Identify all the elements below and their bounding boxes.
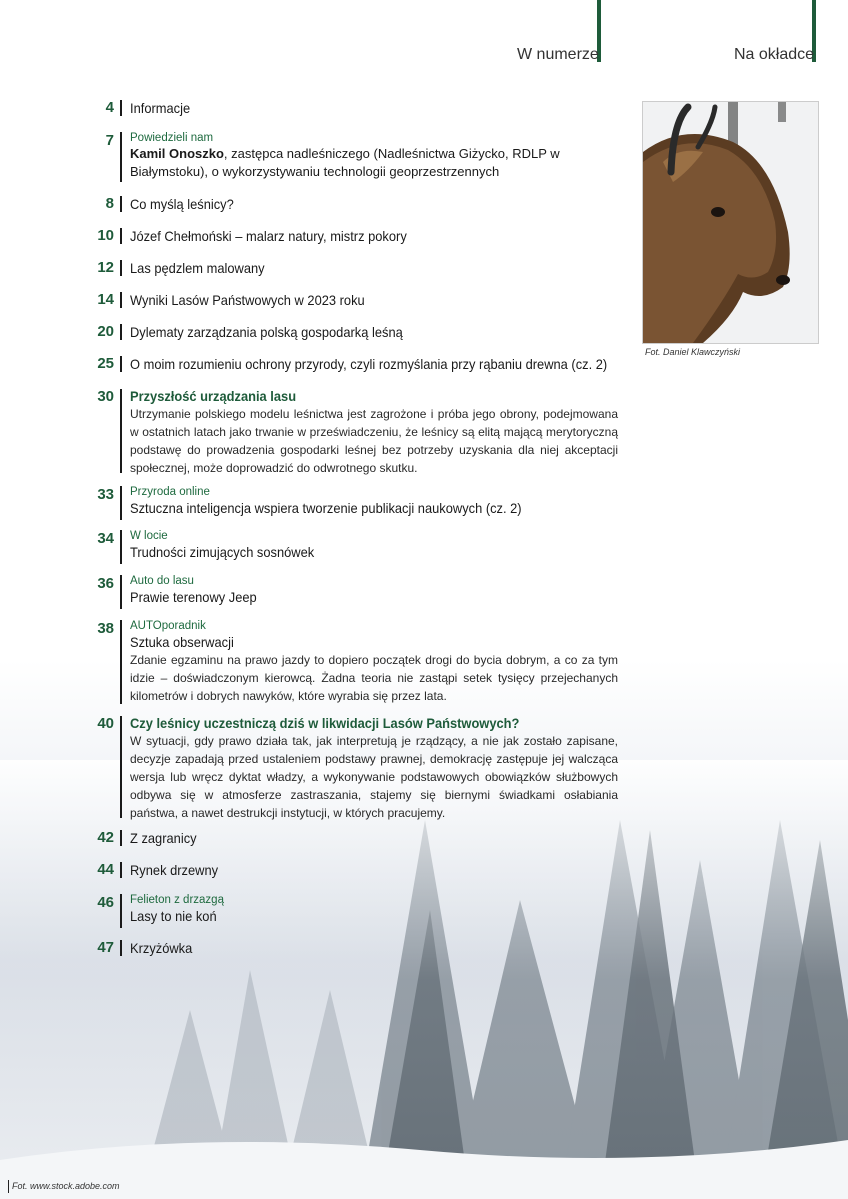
toc-section-label: Przyroda online [130,486,210,498]
toc-entry[interactable] [0,618,640,704]
toc-entry[interactable] [0,386,640,476]
toc-divider [120,132,122,182]
toc-title: Co myślą leśnicy? [130,196,234,212]
toc-entry[interactable] [0,892,640,930]
toc-divider [120,389,122,473]
toc-divider [120,830,122,846]
toc-section-label: Auto do lasu [130,575,194,587]
toc-lead-text: , zastępca nadleśniczego (Nadleśnictwa Giżycko, RDLP w Białymstoku), o wykorzystywaniu technologii geoprzestrzennych [130,146,560,179]
toc-lead [130,145,618,181]
toc-lead-name: Kamil Onoszko [130,146,224,161]
toc-entry[interactable] [0,130,640,184]
toc-divider [120,575,122,609]
caption-divider [8,1180,9,1193]
toc-title: Wyniki Lasów Państwowych w 2023 roku [130,292,365,308]
toc-entry[interactable] [0,192,640,214]
toc-section-label: Powiedzieli nam [130,132,214,144]
toc-section-label: AUTOporadnik [130,620,206,632]
toc-title: Las pędzlem malowany [130,260,265,276]
toc-divider [120,324,122,340]
toc-title: Rynek drzewny [130,862,219,878]
toc-title: Lasy to nie koń [130,908,217,924]
toc-divider [120,196,122,212]
toc-page-number: 42 [97,829,114,846]
toc-description: Utrzymanie polskiego modelu leśnictwa jest zagrożone i próba jego obrony, podejmowana w ostatnich latach jako trwanie w przeświadczeniu, że leśnicy są elitą mającą merytoryczną podstawę do prowadzenia gospodarki leśnej bez potrzeby uzyskania dla niej akceptacji społecznej, może doprowadzić do odwrotnego skutku. [130,407,618,475]
toc-title: Z zagranicy [130,830,197,846]
toc-entry[interactable] [0,224,640,246]
toc-divider [120,356,122,372]
section-label-in-issue: W numerze [517,46,599,63]
toc-divider [120,894,122,928]
toc-entry[interactable] [0,288,640,310]
background-photo-caption: Fot. www.stock.adobe.com [12,1181,120,1191]
toc-page-number: 46 [97,894,114,911]
toc-page-number: 36 [97,575,114,592]
toc-page-number: 4 [105,99,114,116]
toc-page-number: 10 [97,227,114,244]
toc-divider [120,862,122,878]
toc-page-number: 7 [105,132,114,149]
toc-title: Sztuczna inteligencja wspiera tworzenie publikacji naukowych (cz. 2) [130,500,522,516]
toc-entry[interactable] [0,826,640,848]
toc-divider [120,716,122,818]
toc-section-label: Felieton z drzazgą [130,894,224,906]
toc-divider [120,940,122,956]
toc-page-number: 34 [97,530,114,547]
toc-divider [120,486,122,520]
toc-page-number: 14 [97,291,114,308]
toc-entry[interactable] [0,528,640,566]
toc-page-number: 30 [97,388,114,405]
toc-divider [120,620,122,704]
toc-page-number: 47 [97,939,114,956]
toc-title: Przyszłość urządzania lasu [130,388,297,404]
toc-title: Trudności zimujących sosnówek [130,544,315,560]
toc-entry[interactable] [0,936,640,958]
toc-entry[interactable] [0,352,640,374]
toc-title: Prawie terenowy Jeep [130,589,257,605]
toc-entry[interactable] [0,256,640,278]
toc-title: Czy leśnicy uczestniczą dziś w likwidacji Lasów Państwowych? [130,715,520,731]
toc-entry[interactable] [0,573,640,611]
toc-entry[interactable] [0,320,640,342]
toc-description: W sytuacji, gdy prawo działa tak, jak interpretują je rządzący, a nie jak zostało zapisane, decyzje zapadają przed ustaleniem podstawy prawnej, demokrację zastępuje jej walcząca wersja lub wręcz dyktat władzy, a wykonywanie podstawowych obowiązków służbowych odbywa się w atmosferze zastraszania, stajemy się biernymi świadkami osłabiania państwa, a nawet destrukcji instytucji, w których pracujemy. [130,734,618,820]
toc-divider [120,100,122,116]
cover-photo-bison [642,101,819,344]
toc-title: Sztuka obserwacji [130,634,234,650]
toc-page-number: 8 [105,195,114,212]
toc-page-number: 44 [97,861,114,878]
toc-divider [120,260,122,276]
toc-page-number: 12 [97,259,114,276]
cover-photo-caption: Fot. Daniel Klawczyński [645,347,741,357]
toc-title: Józef Chełmoński – malarz natury, mistrz pokory [130,228,407,244]
toc-divider [120,530,122,564]
toc-page-number: 25 [97,355,114,372]
toc-page-number: 40 [97,715,114,732]
toc-entry[interactable] [0,484,640,522]
toc-entry[interactable] [0,96,640,118]
toc-entry[interactable] [0,713,640,821]
toc-title: O moim rozumieniu ochrony przyrody, czyli rozmyślania przy rąbaniu drewna (cz. 2) [130,356,608,372]
toc-section-label: W locie [130,530,168,542]
toc-page-number: 38 [97,620,114,637]
toc-page-number: 20 [97,323,114,340]
toc-page-number: 33 [97,486,114,503]
toc-description: Zdanie egzaminu na prawo jazdy to dopiero początek drogi do bycia dobrym, a co za tym idzie – doświadczonym kierowcą. Żadna teoria nie zastąpi setek tysięcy przejechanych kilometrów i dobrych nawyków, które wyrabia się przez lata. [130,653,618,703]
toc-title: Dylematy zarządzania polską gospodarką leśną [130,324,403,340]
toc-entry[interactable] [0,858,640,880]
toc-title: Informacje [130,100,191,116]
toc-title: Krzyżówka [130,940,193,956]
toc-divider [120,228,122,244]
toc-divider [120,292,122,308]
section-label-on-cover: Na okładce [734,46,815,63]
